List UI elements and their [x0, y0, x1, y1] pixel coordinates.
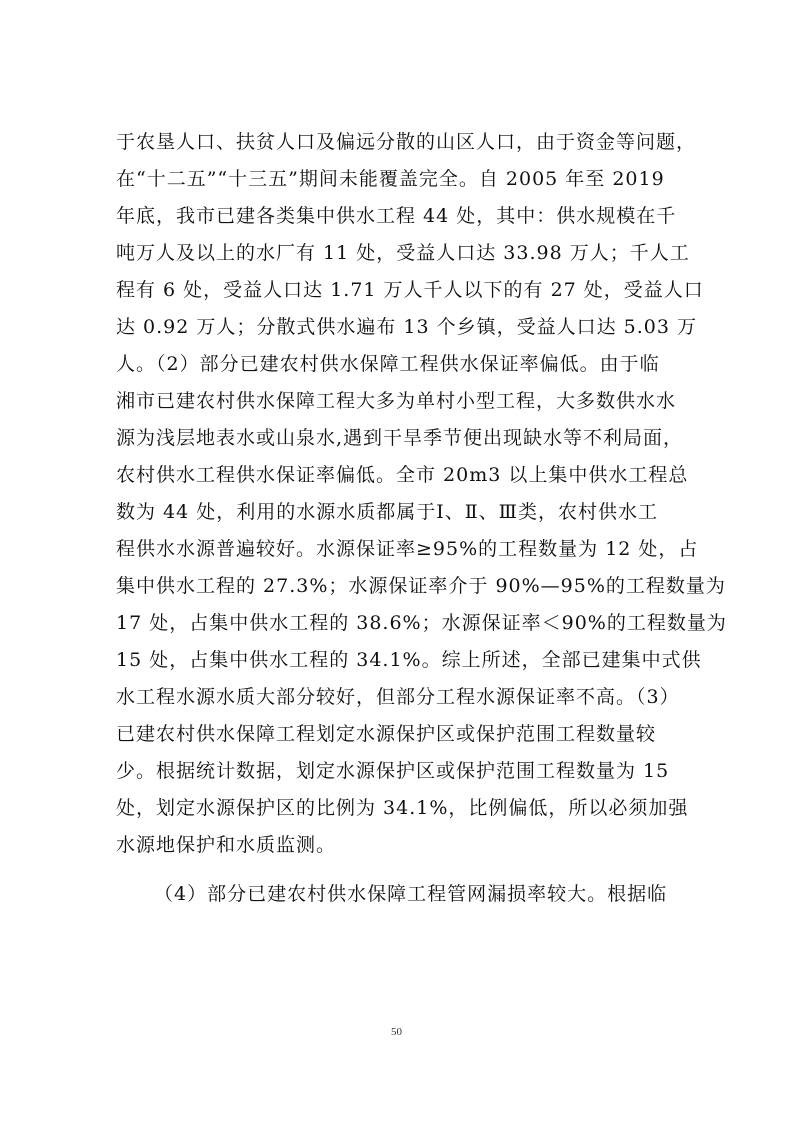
text-line: 人。（2）部分已建农村供水保障工程供水保证率偏低。由于临 — [116, 353, 660, 375]
text-line: 达 0.92 万人；分散式供水遍布 13 个乡镇，受益人口达 5.03 万 — [116, 316, 698, 338]
text-line: 17 处，占集中供水工程的 38.6%；水源保证率＜90%的工程数量为 — [116, 612, 727, 634]
paragraph-gap — [116, 864, 686, 876]
text-line: 处，划定水源保护区的比例为 34.1%，比例偏低，所以必须加强 — [116, 797, 689, 819]
text-line: 源为浅层地表水或山泉水,遇到干旱季节便出现缺水等不利局面， — [116, 427, 684, 449]
text-line: 于农垦人口、扶贫人口及偏远分散的山区人口，由于资金等问题， — [116, 131, 697, 153]
text-line: 湘市已建农村供水保障工程大多为单村小型工程，大多数供水水 — [116, 390, 677, 412]
body-text — [116, 124, 727, 913]
text-line: 吨万人及以上的水厂有 11 处，受益人口达 33.98 万人；千人工 — [116, 242, 690, 264]
text-line: 数为 44 处，利用的水源水质都属于Ⅰ、Ⅱ、Ⅲ类，农村供水工 — [116, 501, 658, 523]
text-line: 水工程水源水质大部分较好，但部分工程水源保证率不高。（3） — [116, 686, 680, 708]
text-line: 年底，我市已建各类集中供水工程 44 处，其中：供水规模在千 — [116, 205, 677, 227]
text-line: 农村供水工程供水保证率偏低。全市 20m3 以上集中供水工程总 — [116, 464, 689, 486]
text-line: 水源地保护和水质监测。 — [116, 834, 337, 856]
text-line: 程有 6 处，受益人口达 1.71 万人千人以下的有 27 处，受益人口 — [116, 279, 704, 301]
text-line: 少。根据统计数据，划定水源保护区或保护范围工程数量为 15 — [116, 760, 670, 782]
text-line: 集中供水工程的 27.3%；水源保证率介于 90%—95%的工程数量为 — [116, 575, 726, 597]
text-line: 程供水水源普遍较好。水源保证率≥95%的工程数量为 12 处，占 — [116, 538, 699, 560]
text-line: 已建农村供水保障工程划定水源保护区或保护范围工程数量较 — [116, 723, 657, 745]
text-line: 在“十二五”“十三五”期间未能覆盖完全。自 2005 年至 2019 — [116, 168, 665, 190]
text-line: 15 处，占集中供水工程的 34.1%。综上所述，全部已建集中式供 — [116, 649, 702, 671]
page-number: 50 — [391, 1026, 402, 1038]
paragraph-start-line: （4）部分已建农村供水保障工程管网漏损率较大。根据临 — [154, 883, 668, 905]
